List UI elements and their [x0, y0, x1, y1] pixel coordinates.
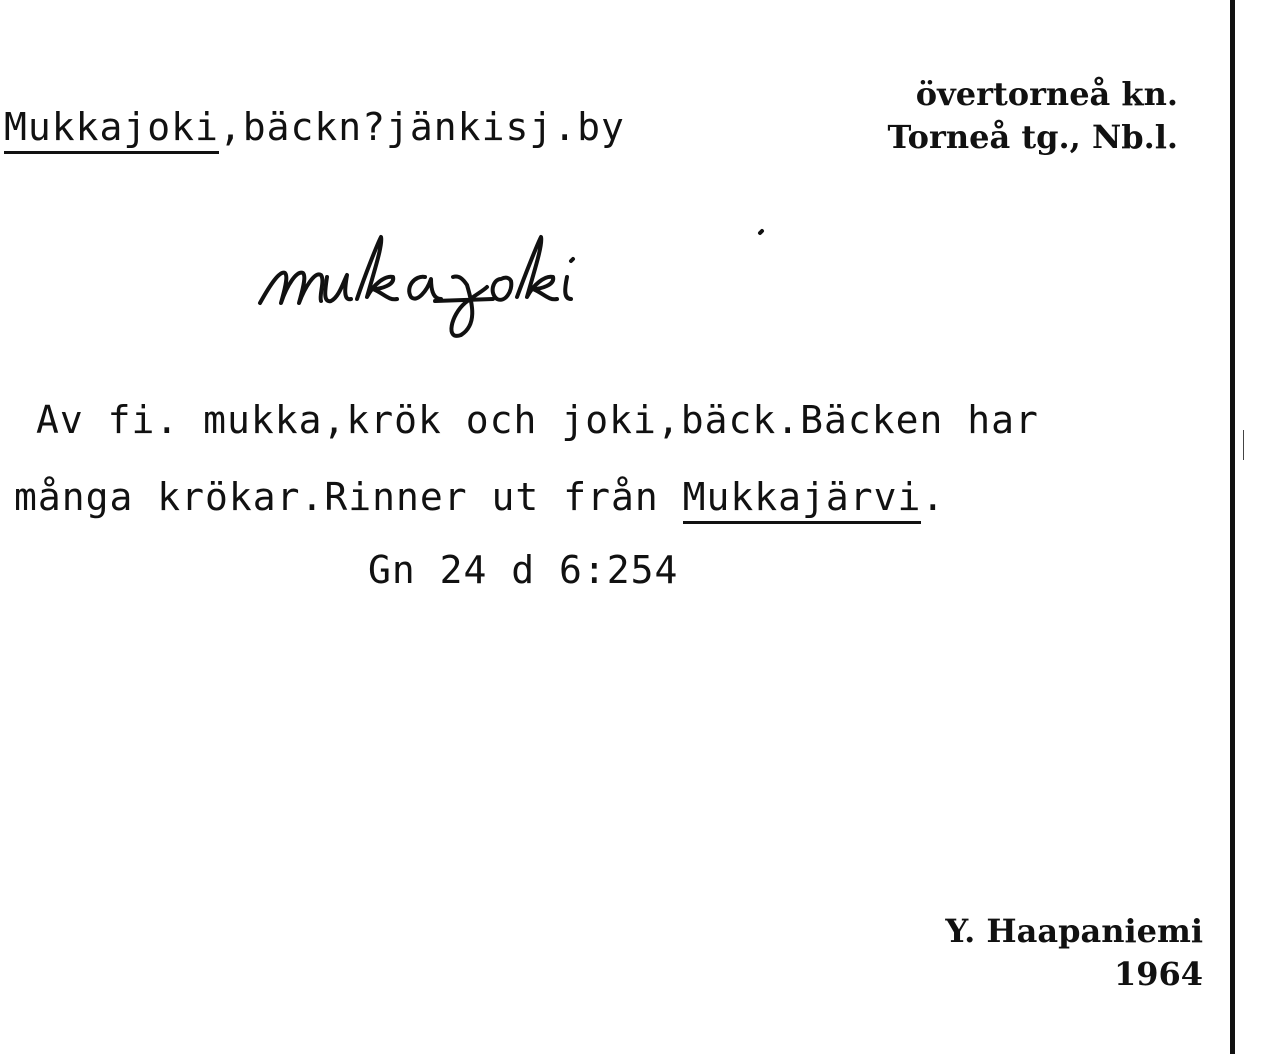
lake-name: Mukkajärvi	[683, 475, 922, 524]
card-edge-mark	[1243, 430, 1244, 460]
handwritten-name-signature	[255, 215, 795, 345]
collection-year: 1964	[1113, 955, 1203, 993]
collector-name: Y. Haapaniemi	[945, 912, 1203, 950]
etymology-line-2-end: .	[921, 475, 946, 519]
entry-heading	[4, 105, 625, 149]
source-reference: Gn 24 d 6:254	[368, 548, 679, 592]
etymology-line-2	[14, 475, 945, 519]
parish-label: övertorneå kn.	[915, 75, 1178, 113]
etymology-line-1: Av fi. mukka,krök och joki,bäck.Bäcken har	[36, 398, 1039, 442]
district-label: Torneå tg., Nb.l.	[887, 118, 1178, 156]
etymology-line-2-text: många krökar.Rinner ut från	[14, 475, 683, 519]
entry-name: Mukkajoki	[4, 105, 219, 154]
entry-description: ,bäckn?jänkisj.by	[218, 105, 625, 149]
card-edge-border	[1230, 0, 1235, 1054]
